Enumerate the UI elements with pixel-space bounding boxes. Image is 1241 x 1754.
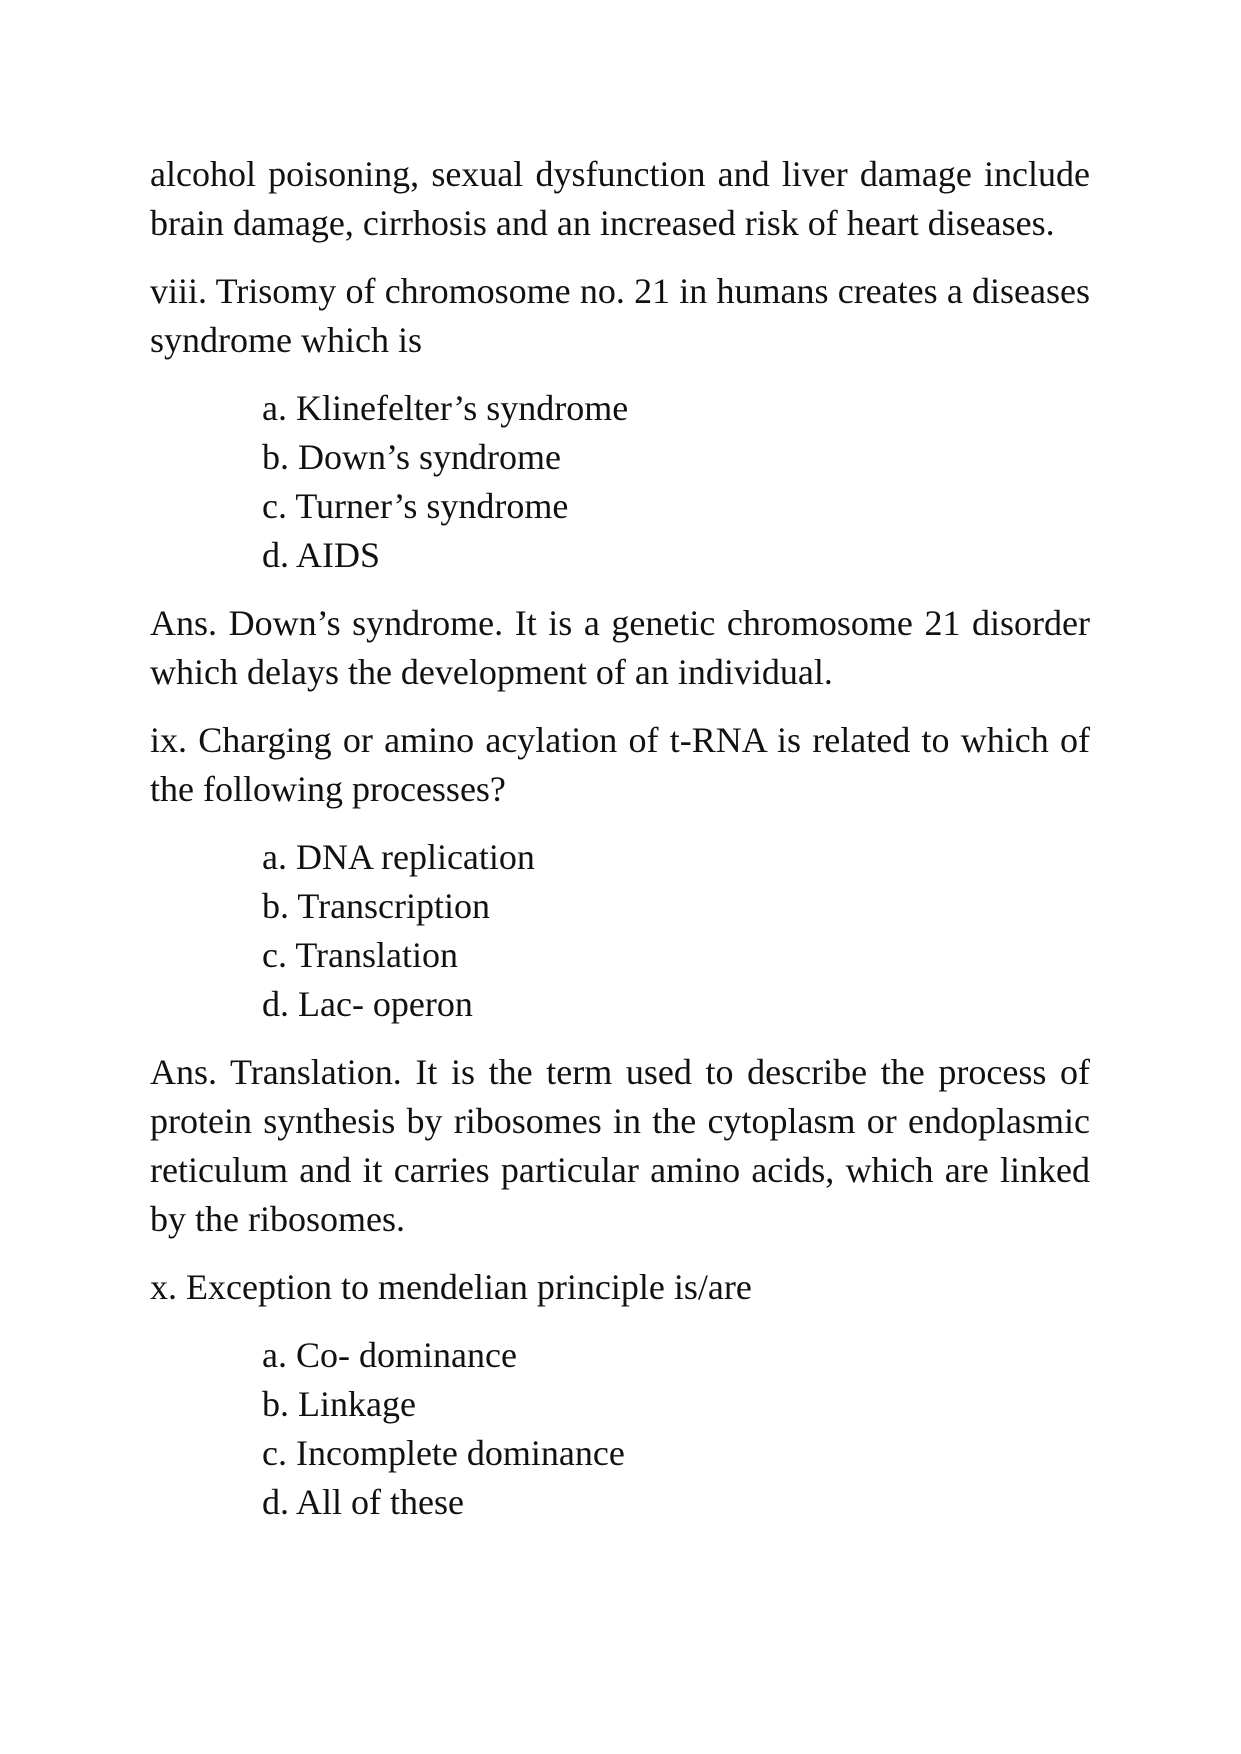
options-list-viii [150,384,1090,580]
option-x-d: d. All of these [262,1482,464,1522]
document-page [150,150,1090,1527]
option-ix-a: a. DNA replication [262,837,535,877]
question-viii: viii. Trisomy of chromosome no. 21 in humans creates a diseases syndrome which is [150,271,1090,360]
option-viii-d: d. AIDS [262,535,381,575]
option-viii-a: a. Klinefelter’s syndrome [262,388,629,428]
question-x: x. Exception to mendelian principle is/are [150,1267,752,1307]
answer-viii: Ans. Down’s syndrome. It is a genetic chromosome 21 disorder which delays the development of an individual. [150,603,1090,692]
option-ix-c: c. Translation [262,935,459,975]
option-x-b: b. Linkage [262,1384,416,1424]
option-viii-b: b. Down’s syndrome [262,437,561,477]
options-list-x [150,1331,1090,1527]
option-x-c: c. Incomplete dominance [262,1433,625,1473]
option-x-a: a. Co- dominance [262,1335,517,1375]
option-viii-c: c. Turner’s syndrome [262,486,569,526]
options-list-ix [150,833,1090,1029]
option-ix-b: b. Transcription [262,886,491,926]
answer-ix: Ans. Translation. It is the term used to describe the process of protein synthesis by ribosomes in the cytoplasm or endoplasmic reticulum and it carries particular amino acids, which are linked by the ribosomes. [150,1052,1090,1239]
option-ix-d: d. Lac- operon [262,984,473,1024]
question-ix: ix. Charging or amino acylation of t-RNA is related to which of the following processes? [150,720,1090,809]
intro-paragraph: alcohol poisoning, sexual dysfunction and liver damage include brain damage, cirrhosis and an increased risk of heart diseases. [150,154,1090,243]
